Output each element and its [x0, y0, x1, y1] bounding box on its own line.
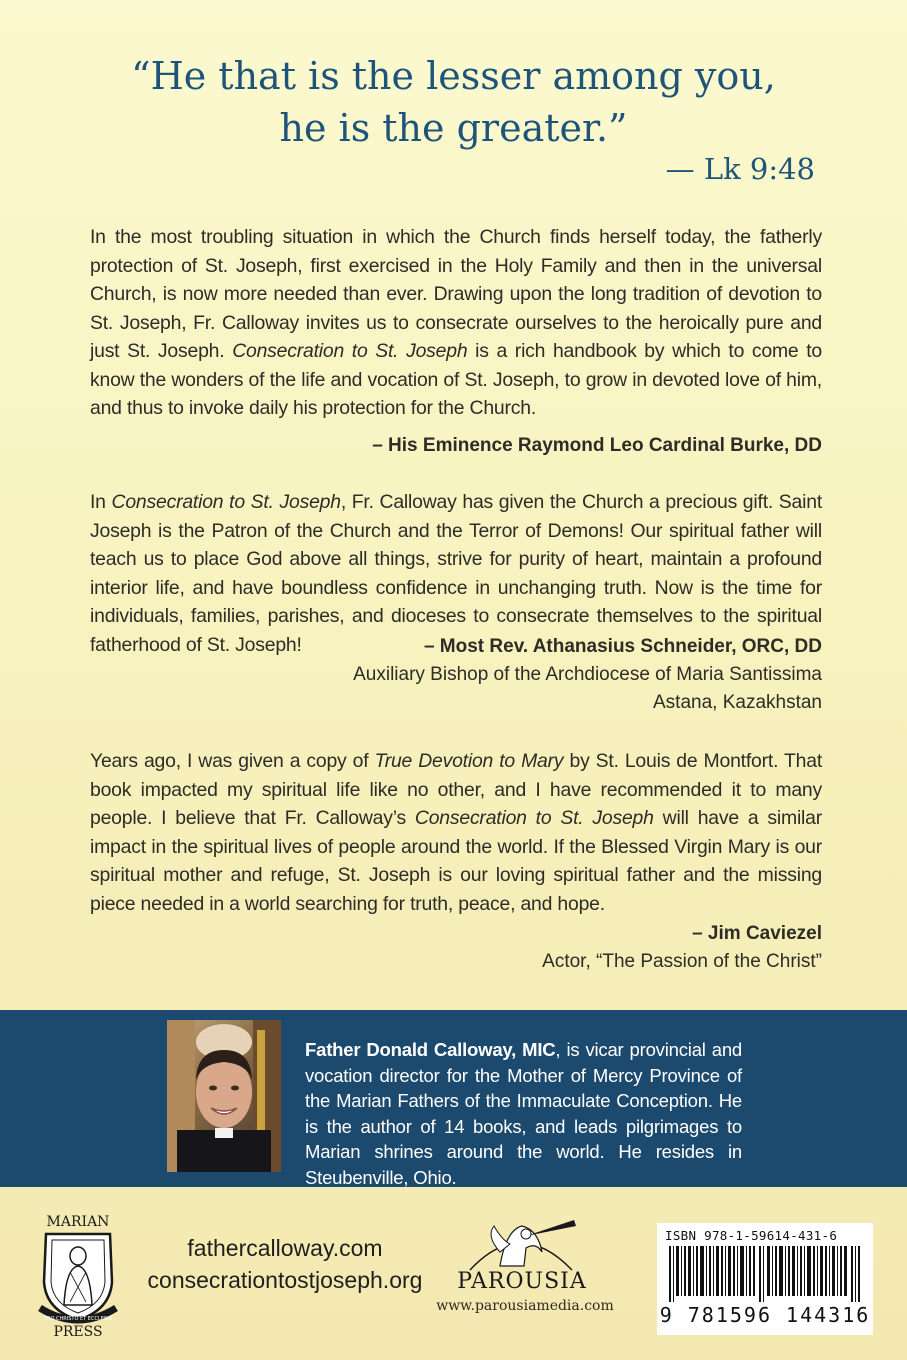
attribution-caviezel: – Jim Caviezel Actor, “The Passion of the Christ” — [542, 923, 822, 972]
barcode-digits: 9 781596 144316 — [659, 1303, 871, 1327]
barcode-icon — [667, 1246, 865, 1302]
isbn-label: ISBN 978-1-59614-431-6 — [665, 1228, 838, 1243]
author-photo — [167, 1020, 281, 1172]
svg-text:PAROUSIA: PAROUSIA — [457, 1269, 587, 1292]
scripture-quote — [0, 50, 907, 154]
author-portrait-icon — [167, 1020, 281, 1172]
parousia-url[interactable]: www.parousiamedia.com — [436, 1298, 614, 1314]
website-fathercalloway[interactable]: fathercalloway.com — [187, 1235, 383, 1261]
attribution-schneider: – Most Rev. Athanasius Schneider, ORC, DD Auxiliary Bishop of the Archdiocese of Maria Santissima Astana, Kazakhstan — [353, 636, 822, 713]
quote-line-1: “He that is the lesser among you, — [131, 54, 776, 98]
website-consecration[interactable]: consecrationtostjoseph.org — [147, 1267, 423, 1293]
marian-press-logo — [32, 1210, 124, 1338]
author-bio-text: Father Donald Calloway, MIC, is vicar provincial and vocation director for the Mother of Mercy Province of the Marian Fathers of the Immaculate Conception. He is the author of 14 books, and leads pilgrimages to Marian shrines around the world. He resides in Steubenville, Ohio. — [305, 1039, 743, 1188]
quote-line-2: he is the greater.” — [279, 106, 628, 150]
quote-reference: — Lk 9:48 — [665, 152, 815, 186]
svg-text:MARIAN: MARIAN — [46, 1214, 110, 1230]
endorsement-schneider: In Consecration to St. Joseph, Fr. Calloway has given the Church a precious gift. Saint Joseph is the Patron of the Church and the Terror of Demons! Our spiritual father will teach us to place God above all things, strive for purity of heart, maintain a profound interior life, and have boundless confidence in unchanging truth. Now is the time for individuals, families, parishes, and dioceses to consecrate themselves to the spiritual fatherhood of St. Joseph! — [90, 491, 823, 656]
angel-trumpet-icon — [440, 1212, 605, 1292]
endorsement-caviezel: Years ago, I was given a copy of True Devotion to Mary by St. Louis de Montfort. That book impacted my spiritual life like no other, and I have recommended it to many people. I believe that Fr. Calloway’s Consecration to St. Joseph will have a similar impact in the spiritual lives of people around the world. If the Blessed Virgin Mary is our spiritual mother and refuge, St. Joseph is our loving spiritual father and the missing piece needed in a world searching for truth, peace, and hope. — [90, 750, 823, 915]
author-websites — [135, 1232, 435, 1296]
endorsement-burke: In the most troubling situation in which the Church finds herself today, the fatherly protection of St. Joseph, first exercised in the Holy Family and then in the universal Church, is now more needed than ever. Drawing upon the long tradition of devotion to St. Joseph, Fr. Calloway invites us to consecrate ourselves to the heroically pure and just St. Joseph. Consecration to St. Joseph is a rich handbook by which to come to know the wonders of the life and vocation of St. Joseph, to grow in devoted love of him, and thus to invoke daily his protection for the Church. — [90, 226, 823, 419]
marian-press-seal-icon — [32, 1210, 124, 1338]
svg-text:PRESS: PRESS — [53, 1324, 103, 1338]
attribution-burke: – His Eminence Raymond Leo Cardinal Burke, DD — [372, 435, 822, 456]
isbn-barcode — [657, 1223, 873, 1335]
svg-text:PRO CHRISTO ET ECCLESIA: PRO CHRISTO ET ECCLESIA — [44, 1316, 112, 1322]
